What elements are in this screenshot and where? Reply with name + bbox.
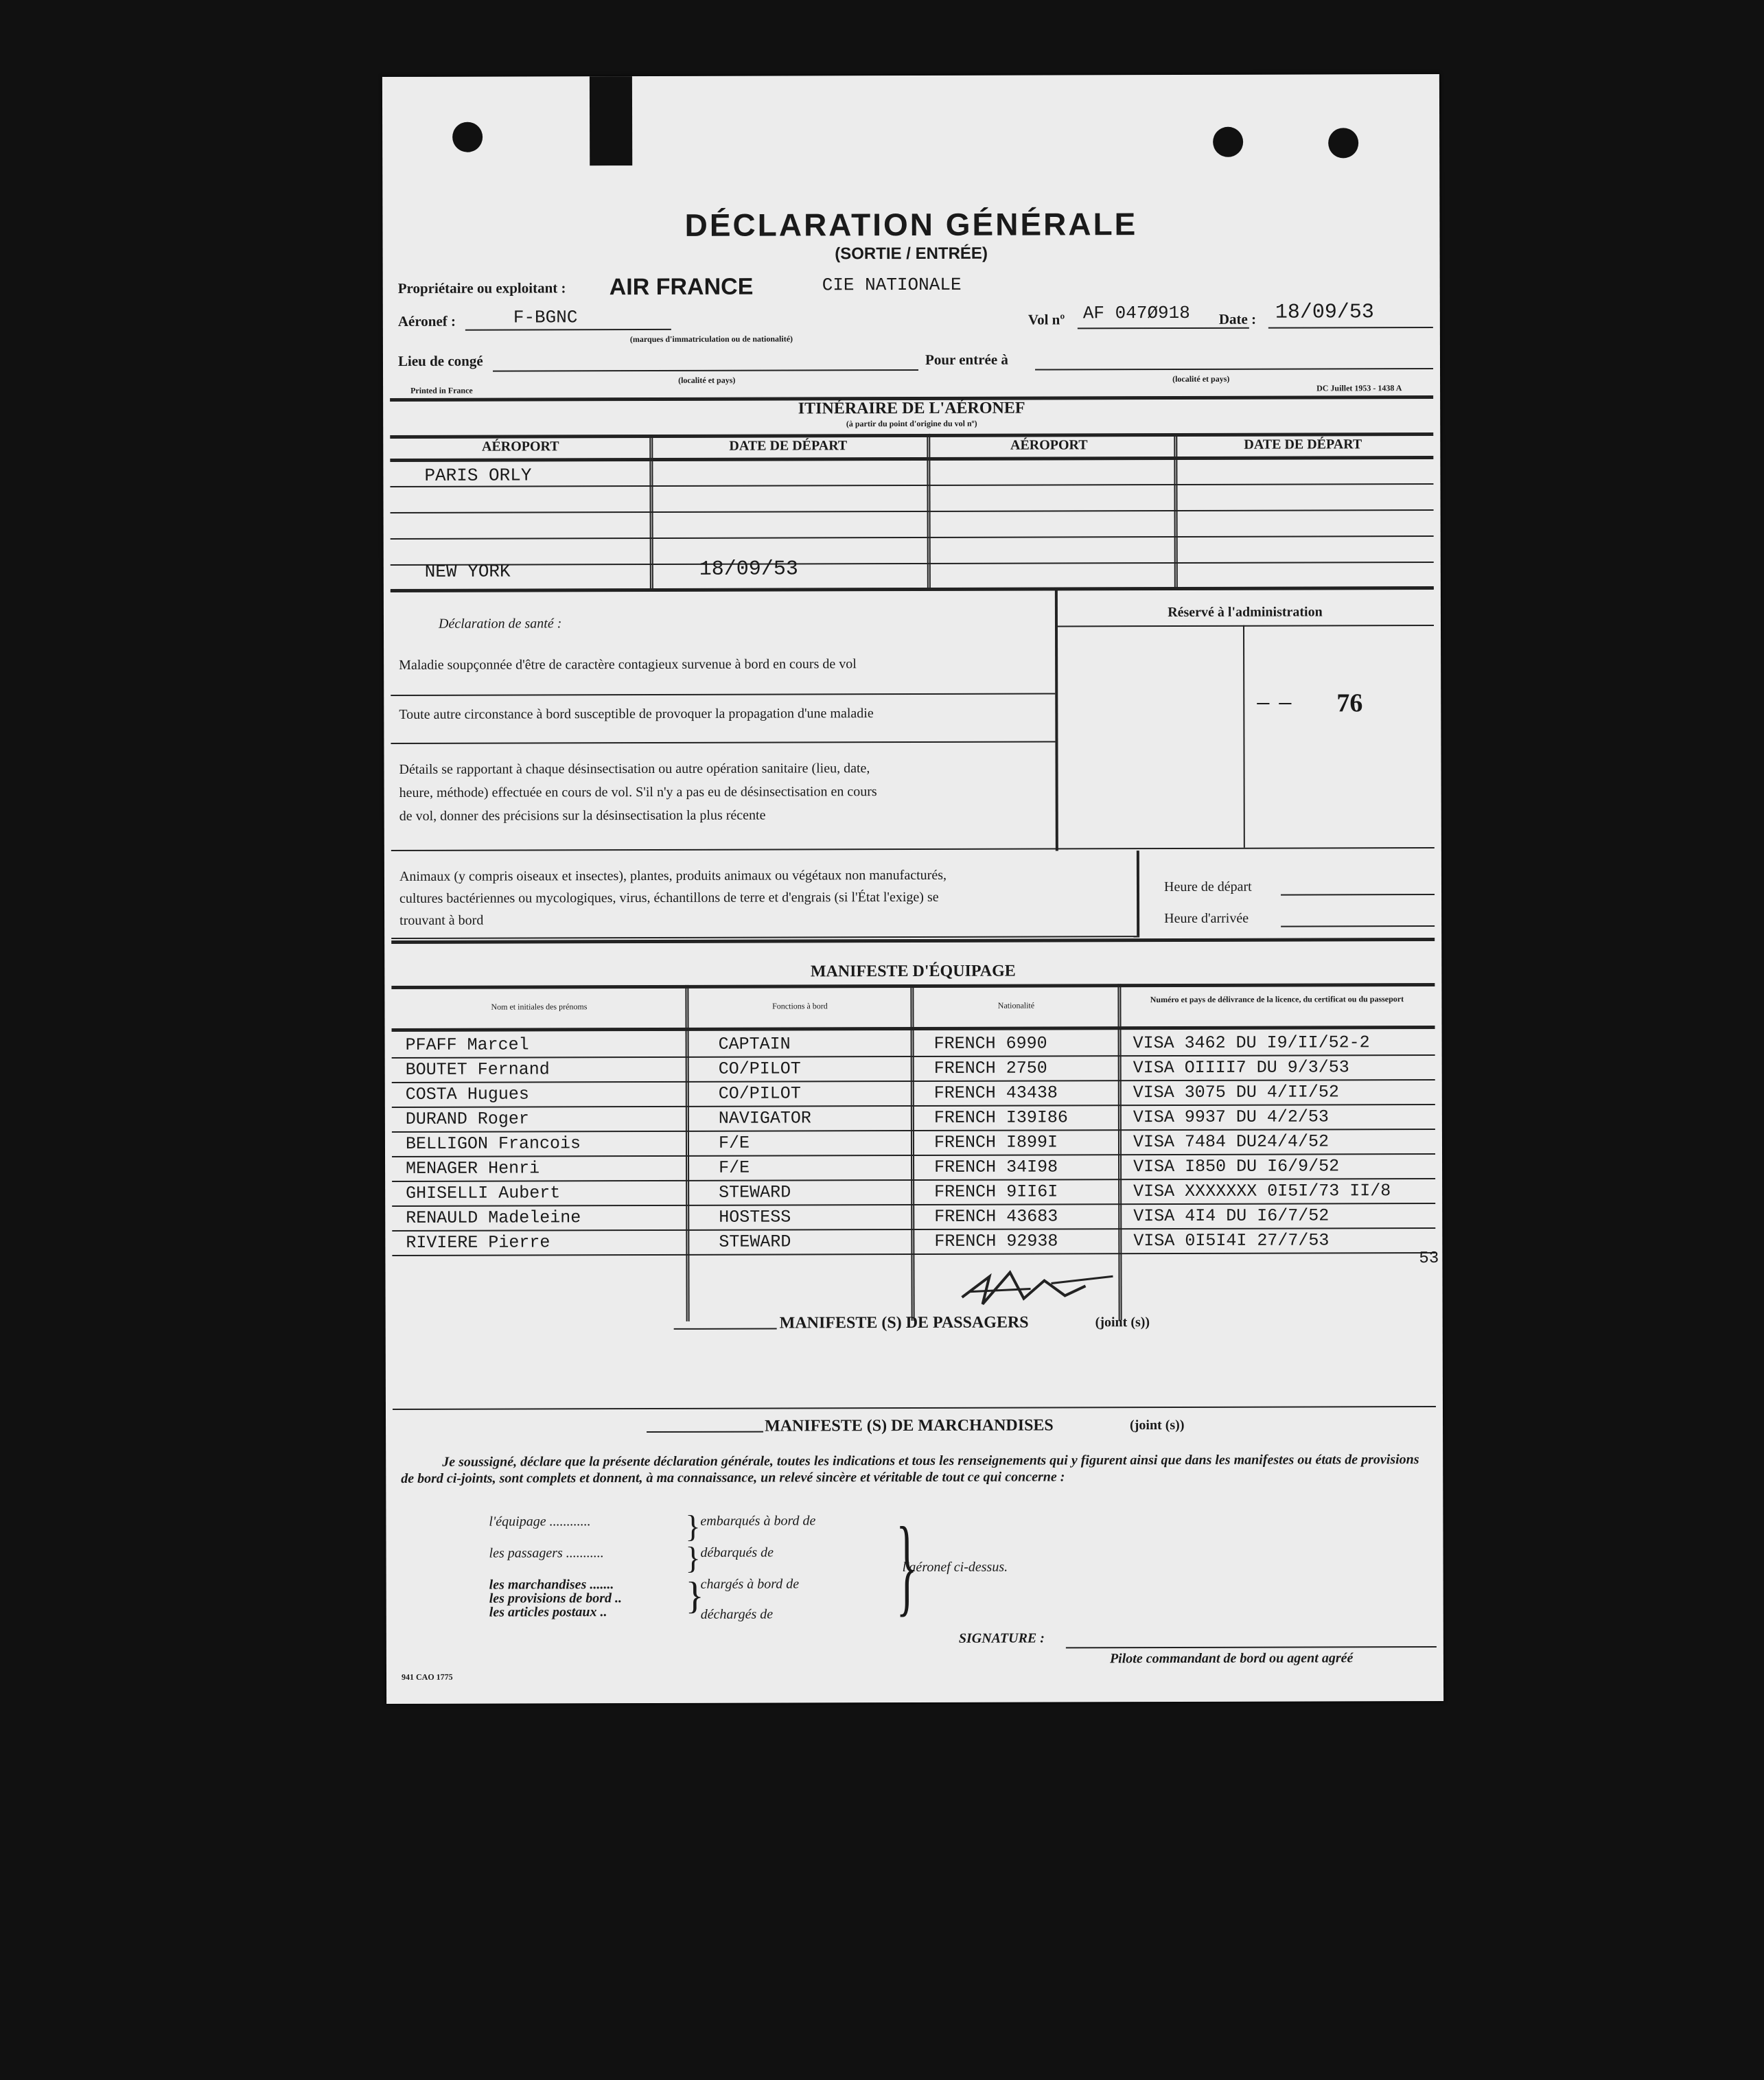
- leave-note: (localité et pays): [678, 375, 736, 385]
- owner-typed: CIE NATIONALE: [822, 274, 962, 296]
- owner-label: Propriétaire ou exploitant :: [397, 279, 566, 297]
- origin-airport: PARIS ORLY: [424, 465, 532, 486]
- crew-function: STEWARD: [719, 1182, 791, 1203]
- printed-note: Printed in France: [410, 385, 473, 395]
- crew-nationality: FRENCH 43683: [934, 1206, 1058, 1227]
- crew-function: CAPTAIN: [718, 1034, 791, 1054]
- health-line3a: Détails se rapportant à chaque désinsectisation ou autre opération sanitaire (lieu, date,: [399, 761, 870, 777]
- decl-loaded: chargés à bord de: [700, 1576, 800, 1592]
- crew-nationality: FRENCH I39I86: [933, 1107, 1068, 1128]
- crew-licence: VISA 7484 DU24/4/52: [1133, 1131, 1330, 1153]
- departure-time-label: Heure de départ: [1163, 879, 1252, 895]
- destination-airport: NEW YORK: [424, 561, 511, 582]
- crew-name: GHISELLI Aubert: [406, 1183, 561, 1203]
- aircraft-value: F-BGNC: [513, 307, 578, 328]
- goods-joint: (joint (s)): [1130, 1417, 1185, 1433]
- decl-mail: les articles postaux ..: [489, 1604, 607, 1620]
- decl-passengers: les passagers ...........: [489, 1545, 604, 1561]
- crew-function: CO/PILOT: [718, 1083, 801, 1104]
- declaration-text: Je soussigné, déclare que la présente déclaration générale, toutes les indications et tous les renseignements qui y figurent ainsi que dans les manifestes ou états de provisions de bord ci-joints, sont complets et donnent, à ma connaissance, un relevé sincère et véritable de tout ce qui concerne :: [401, 1452, 1419, 1486]
- decl-unloaded: déchargés de: [700, 1606, 774, 1622]
- signer-label: Pilote commandant de bord ou agent agréé: [1109, 1650, 1354, 1667]
- flight-label: Vol nº: [1028, 311, 1065, 328]
- crew-row: [385, 1056, 1442, 1083]
- health-line3b: heure, méthode) effectuée en cours de vol. S'il n'y a pas eu de désinsectisation en cours: [399, 784, 877, 800]
- crew-licence: VISA 9937 DU 4/2/53: [1133, 1107, 1329, 1128]
- passengers-joint: (joint (s)): [1095, 1315, 1150, 1330]
- form-ref: DC Juillet 1953 - 1438 A: [1316, 383, 1402, 393]
- crew-name: COSTA Hugues: [405, 1084, 529, 1105]
- health-line1: Maladie soupçonnée d'être de caractère contagieux survenue à bord en cours de vol: [399, 656, 857, 673]
- crew-licence: VISA 0I5I4I 27/7/53: [1133, 1230, 1330, 1251]
- form-title: DÉCLARATION GÉNÉRALE: [684, 206, 1138, 243]
- crew-row: [385, 1179, 1442, 1207]
- crew-row: [385, 1105, 1442, 1133]
- aircraft-label: Aéronef :: [397, 312, 456, 330]
- crew-function: STEWARD: [719, 1232, 791, 1252]
- date-value: 18/09/53: [1275, 301, 1374, 325]
- crew-nationality: FRENCH 43438: [933, 1083, 1058, 1103]
- torn-notch: [590, 76, 632, 165]
- crew-name: MENAGER Henri: [406, 1158, 540, 1179]
- crew-licence: VISA XXXXXXX 0I5I/73 II/8: [1133, 1181, 1391, 1202]
- crew-name: DURAND Roger: [405, 1109, 529, 1129]
- crew-nationality: FRENCH 9II6I: [934, 1181, 1058, 1202]
- punch-hole: [1213, 127, 1243, 157]
- owner-value: AIR FRANCE: [609, 273, 754, 301]
- crew-name: BELLIGON Francois: [405, 1133, 581, 1154]
- decl-embarked: embarqués à bord de: [700, 1513, 816, 1529]
- crew-row: [385, 1229, 1442, 1256]
- itin-col-airport1: AÉROPORT: [481, 439, 559, 454]
- crew-licence: VISA 4I4 DU I6/7/52: [1133, 1205, 1330, 1227]
- declaration-form: DÉCLARATION GÉNÉRALE (SORTIE / ENTRÉE) Propriétaire ou exploitant : AIR FRANCE CIE NATIONALE Aéronef : F-BGNC (marques d'immatriculation ou de nationalité) Vol nº AF 047Ø918 Date : 18/09/53 Lieu de congé (localité et pays) Pour entrée à (localité et pays) Printed in France DC Juillet 1953 - 1438 A ITINÉRAIRE DE L'AÉRONEF (à partir du point d'origine du vol nº) AÉROPORT DATE DE DÉPART AÉROPORT DATE DE DÉPART PARIS ORLY NEW YORK 18/09/53 Déclaration de santé : Maladie soupçonnée d'être de caractère contagieux survenue à bord en cours de vol Toute autre circonstance à bord susceptible de provoquer la propagation d'une maladie Détails se rapportant à chaque désinsectisation ou autre opération sanitaire (lieu, date, heure, méthode) effectuée en cours de vol. S'il n'y a pas eu de désinsectisation en cours de vol, donner des précisions sur la désinsectisation la plus récente Réservé à l'administration — — 76 Animaux (y compris oiseaux et insectes), plantes, produits animaux ou végétaux non manufacturés, cultures bactériennes ou mycologiques, virus, échantillons de terre et d'engrais (si l'État l'exige) se trouvant à bord Heure de départ Heure d'arrivée MANIFESTE D'ÉQUIPAGE Nom et initiales des prénoms Fonctions à bord Nationalité Numéro et pays de délivrance de la licence, du certificat ou du passeport PFAFF Marcel CAPTAIN FRENCH 6990 VISA 3462 DU I9/II/52-2 BOUTET Fernand CO/PILOT FRENCH 2750 VISA OIIII7 DU 9/3/53 COSTA Hugues CO/PILOT FRENCH 43438 VISA 3075 DU 4/II/52 DURAND Roger NAVIGATOR FRENCH I39I86 VISA 9937 DU 4/2/53 BELLIGON Francois F/E FRENCH I899I VISA 7484 DU24/4/52 MENAGER Henri F/E FRENCH 34I98 VISA I850 DU I6/9/52 GHISELLI Aubert STEWARD FRENCH 9II6I VISA XXXXXXX 0I5I/73 II/8 RENAULD Madeleine HOSTESS FRENCH 43683 VISA 4I4 DU I6/7/52 RIVIERE Pierre STEWARD FRENCH 92938 VISA 0I5I4I 27/7/53 53 MANIFESTE (S) DE PASSAGERS (joint (s)) MANIFESTE (S) DE MARCHANDISES (joint (s)) Je soussigné, déclare que la présente déclaration générale, toutes les indications et tous les renseignements qui y figurent ainsi que dans les manifestes ou états de provisions de bord ci-joints, sont complets et donnent, à ma connaissance, un relevé sincère et véritable de tout ce qui concerne : l'équipage ............ les passagers ........... les marchandises ....... les provisions de bord .. les articles postaux .. embarqués à bord de débarqués de chargés à bord de déchargés de } } } } l'aéronef ci-dessus. SIGNATURE : Pilote commandant de bord ou agent agréé 941 CAO 1775: [382, 74, 1443, 1704]
- itinerary-title: ITINÉRAIRE DE L'AÉRONEF: [798, 399, 1025, 418]
- crew-row: [385, 1130, 1442, 1157]
- admin-title: Réservé à l'administration: [1168, 604, 1323, 621]
- admin-number: 76: [1336, 689, 1363, 718]
- crew-nationality: FRENCH 6990: [933, 1033, 1047, 1054]
- flight-value: AF 047Ø918: [1082, 302, 1190, 324]
- crew-name: RENAULD Madeleine: [406, 1207, 581, 1228]
- crew-row: [385, 1204, 1442, 1232]
- decl-goods: les marchandises .......: [489, 1577, 614, 1593]
- crew-licence: VISA OIIII7 DU 9/3/53: [1133, 1057, 1349, 1078]
- crew-col-function: Fonctions à bord: [772, 1001, 828, 1011]
- crew-name: RIVIERE Pierre: [406, 1232, 550, 1253]
- crew-licence: VISA 3075 DU 4/II/52: [1133, 1082, 1339, 1103]
- footer-code: 941 CAO 1775: [401, 1672, 453, 1682]
- crew-row: [385, 1031, 1442, 1059]
- crew-col-name: Nom et initiales des prénoms: [491, 1002, 588, 1012]
- crew-row: [385, 1155, 1442, 1182]
- crew-row: [385, 1081, 1442, 1108]
- itin-col-airport2: AÉROPORT: [1010, 437, 1088, 453]
- entry-label: Pour entrée à: [925, 351, 1008, 368]
- crew-nationality: FRENCH 34I98: [934, 1157, 1058, 1177]
- crew-name: BOUTET Fernand: [405, 1059, 550, 1080]
- animals-line2: cultures bactériennes ou mycologiques, virus, échantillons de terre et d'engrais (si l'État l'exige) se: [399, 889, 939, 906]
- crew-function: HOSTESS: [719, 1207, 791, 1227]
- signature-label: SIGNATURE :: [958, 1630, 1045, 1646]
- crew-function: CO/PILOT: [718, 1059, 801, 1079]
- crew-function: F/E: [718, 1133, 750, 1153]
- crew-col-nationality: Nationalité: [997, 1000, 1035, 1010]
- leave-label: Lieu de congé: [397, 352, 483, 369]
- decl-aircraft: l'aéronef ci-dessus.: [902, 1559, 1008, 1575]
- punch-hole: [1328, 128, 1358, 158]
- health-line2: Toute autre circonstance à bord susceptible de provoquer la propagation d'une maladie: [399, 706, 874, 722]
- aircraft-note: (marques d'immatriculation ou de nationalité): [629, 334, 793, 345]
- crew-licence: VISA 3462 DU I9/II/52-2: [1133, 1032, 1370, 1054]
- passengers-title: MANIFESTE (S) DE PASSAGERS: [779, 1313, 1029, 1332]
- health-line3c: de vol, donner des précisions sur la désinsectisation la plus récente: [399, 807, 766, 824]
- crew-nationality: FRENCH 92938: [934, 1231, 1058, 1251]
- decl-disembarked: débarqués de: [700, 1545, 774, 1560]
- crew-licence: VISA I850 DU I6/9/52: [1133, 1156, 1340, 1177]
- decl-crew: l'équipage ............: [489, 1514, 591, 1529]
- form-subtitle: (SORTIE / ENTRÉE): [835, 244, 988, 264]
- crew-function: F/E: [719, 1157, 750, 1178]
- crew-function: NAVIGATOR: [718, 1108, 811, 1129]
- entry-note: (localité et pays): [1172, 373, 1230, 384]
- itinerary-subtitle: (à partir du point d'origine du vol nº): [846, 418, 977, 429]
- goods-title: MANIFESTE (S) DE MARCHANDISES: [765, 1416, 1054, 1435]
- decl-provisions: les provisions de bord ..: [489, 1591, 623, 1606]
- arrival-time-label: Heure d'arrivée: [1164, 910, 1249, 927]
- destination-date: 18/09/53: [699, 557, 798, 581]
- crew-signature: [948, 1256, 1195, 1311]
- health-title: Déclaration de santé :: [438, 616, 562, 632]
- margin-note: 53: [1419, 1249, 1439, 1269]
- animals-line3: trouvant à bord: [399, 912, 484, 928]
- itin-col-date1: DATE DE DÉPART: [729, 438, 848, 454]
- crew-name: PFAFF Marcel: [405, 1035, 529, 1055]
- crew-title: MANIFESTE D'ÉQUIPAGE: [810, 962, 1016, 981]
- punch-hole: [452, 122, 483, 152]
- crew-nationality: FRENCH 2750: [933, 1058, 1047, 1078]
- itin-col-date2: DATE DE DÉPART: [1244, 437, 1362, 452]
- date-label: Date :: [1218, 310, 1257, 327]
- animals-line1: Animaux (y compris oiseaux et insectes), plantes, produits animaux ou végétaux non manufacturés,: [399, 867, 947, 884]
- crew-col-licence: Numéro et pays de délivrance de la licence, du certificat ou du passeport: [1150, 994, 1404, 1005]
- crew-nationality: FRENCH I899I: [933, 1132, 1058, 1153]
